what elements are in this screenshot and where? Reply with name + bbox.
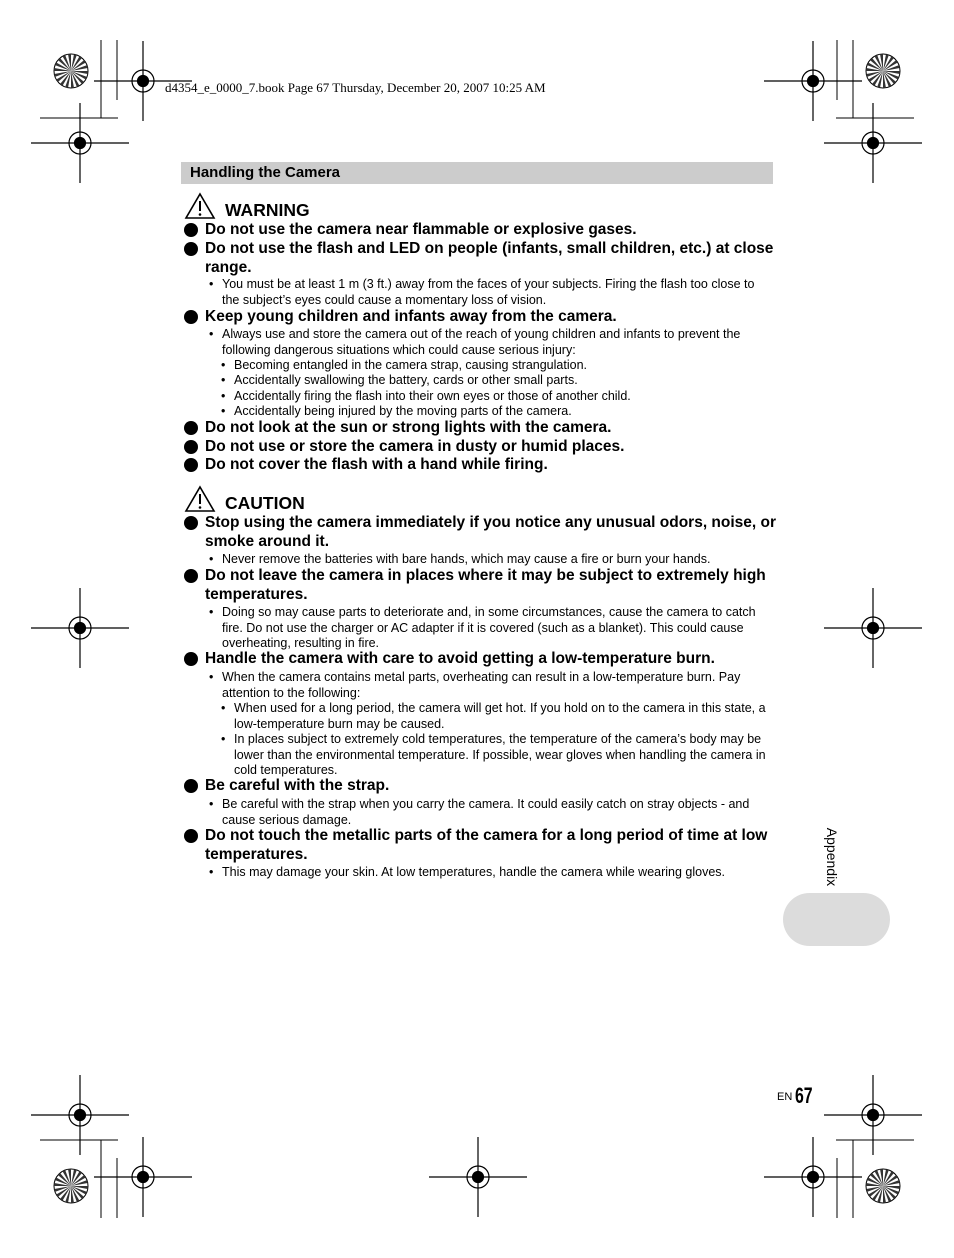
warning-item: Keep young children and infants away from the camera. <box>205 308 777 327</box>
registration-target-icon <box>824 103 922 183</box>
warning-label: WARNING <box>225 200 310 220</box>
bullet-dot-icon <box>184 458 198 472</box>
bullet-dot-icon <box>184 310 198 324</box>
registration-target-icon <box>764 41 862 121</box>
registration-target-icon <box>824 588 922 668</box>
warning-subdetail: • Accidentally being injured by the moving parts of the camera. <box>221 404 572 418</box>
bullet-dot-icon <box>184 829 198 843</box>
section-title-bar <box>181 162 773 184</box>
star-target-icon <box>866 1169 900 1203</box>
star-target-icon <box>866 54 900 88</box>
warning-triangle-icon <box>184 192 216 220</box>
caution-item: Handle the camera with care to avoid getting a low-temperature burn. <box>205 650 777 669</box>
warning-item: Do not cover the flash with a hand while firing. <box>205 456 777 475</box>
bullet-dot-icon <box>184 652 198 666</box>
bullet-dot-icon <box>184 242 198 256</box>
star-target-icon <box>54 1169 88 1203</box>
warning-item: Do not look at the sun or strong lights with the camera. <box>205 419 777 438</box>
caution-detail: • This may damage your skin. At low temperatures, handle the camera while wearing gloves. <box>209 865 726 879</box>
registration-target-icon <box>94 1137 192 1217</box>
registration-target-icon <box>31 103 129 183</box>
warning-subdetail: • Accidentally firing the flash into their own eyes or those of another child. <box>221 389 631 403</box>
warning-subdetail: • Becoming entangled in the camera strap, causing strangulation. <box>221 358 587 372</box>
star-target-icon <box>54 54 88 88</box>
caution-item: Be careful with the strap. <box>205 777 777 796</box>
warning-detail: • Always use and store the camera out of the reach of young children and infants to prevent the following dangerous situations which could cause serious injury: <box>209 327 741 357</box>
print-header-line: d4354_e_0000_7.book Page 67 Thursday, December 20, 2007 10:25 AM <box>165 80 546 95</box>
caution-subdetail: • When used for a long period, the camera will get hot. If you hold on to the camera in this state, a low-temperature burn may be caused. <box>221 701 766 731</box>
warning-detail: • You must be at least 1 m (3 ft.) away from the faces of your subjects. Firing the flash too close to the subject’s eyes could cause a momentary loss of vision. <box>209 277 755 307</box>
page-footer <box>777 1083 820 1109</box>
bullet-dot-icon <box>184 779 198 793</box>
registration-target-icon <box>31 1075 129 1155</box>
caution-detail: • Never remove the batteries with bare hands, which may cause a fire or burn your hands. <box>209 552 711 566</box>
caution-triangle-icon <box>184 485 216 513</box>
caution-detail: • When the camera contains metal parts, overheating can result in a low-temperature burn. Pay attention to the following: <box>209 670 741 700</box>
bullet-dot-icon <box>184 440 198 454</box>
warning-item: Do not use or store the camera in dusty or humid places. <box>205 438 777 457</box>
registration-target-icon <box>764 1137 862 1217</box>
warning-item: Do not use the camera near flammable or explosive gases. <box>205 221 777 240</box>
page-number: 67 <box>795 1083 813 1108</box>
bullet-dot-icon <box>184 421 198 435</box>
caution-subdetail: • In places subject to extremely cold temperatures, the temperature of the camera’s body may be lower than the environmental temperature. If possible, wear gloves when handling the camera in cold temperatures. <box>221 732 766 778</box>
bullet-dot-icon <box>184 516 198 530</box>
caution-item: Do not touch the metallic parts of the camera for a long period of time at low temperatures. <box>205 827 777 864</box>
caution-detail: • Doing so may cause parts to deteriorate and, in some circumstances, cause the camera to catch fire. Do not use the charger or AC adapter if it is covered (such as a blanket). This could cause overheating, resulting in fire. <box>209 605 756 651</box>
section-title: Handling the Camera <box>190 164 341 181</box>
language-code: EN <box>777 1091 793 1103</box>
caution-label: CAUTION <box>225 493 305 513</box>
warning-subdetail: • Accidentally swallowing the battery, cards or other small parts. <box>221 373 578 387</box>
side-tab <box>783 893 890 946</box>
caution-item: Stop using the camera immediately if you notice any unusual odors, noise, or smoke around it. <box>205 514 777 551</box>
warning-item: Do not use the flash and LED on people (infants, small children, etc.) at close range. <box>205 240 777 277</box>
bullet-dot-icon <box>184 569 198 583</box>
registration-target-icon <box>429 1137 527 1217</box>
caution-detail: • Be careful with the strap when you carry the camera. It could easily catch on stray objects - and cause serious damage. <box>209 797 750 827</box>
side-tab-label: Appendix <box>824 827 840 887</box>
caution-item: Do not leave the camera in places where it may be subject to extremely high temperatures. <box>205 567 777 604</box>
registration-target-icon <box>31 588 129 668</box>
registration-target-icon <box>824 1075 922 1155</box>
bullet-dot-icon <box>184 223 198 237</box>
